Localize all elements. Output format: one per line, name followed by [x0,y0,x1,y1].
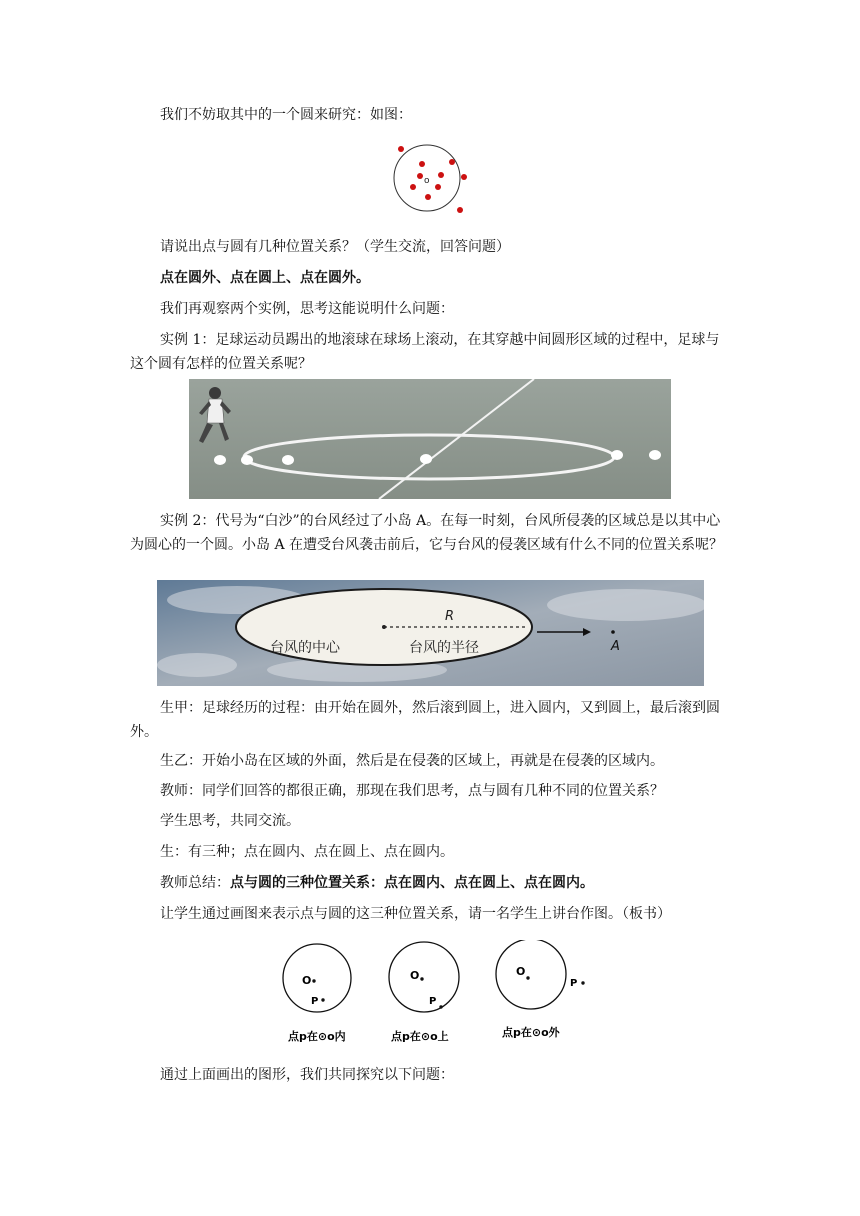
paragraph-summary [130,871,730,895]
paragraph-draw: 让学生通过画图来表示点与圆的这三种位置关系，请一名学生上讲台作图。（板书） [160,906,671,922]
circle-outside [496,940,585,1039]
paragraph-discuss: 学生思考，共同交流。 [160,813,300,829]
paragraph-example2: 实例 2：代号为“白沙”的台风经过了小岛 A。在每一时刻，台风所侵袭的区域总是以其中心为圆心的一个圆。小岛 A 在遭受台风袭击前后，它与台风的侵袭区域有什么不同的位置关系呢？ [130,513,724,553]
soccer-field-figure [189,379,671,499]
svg-text:P: P [311,996,319,1007]
paragraph-student-a: 生甲：足球经历的过程：由开始在圆外，然后滚到圆上，进入圆内，又到圆上，最后滚到圆外。 [130,700,720,740]
paragraph-student-b: 生乙：开始小岛在区域的外面，然后是在侵袭的区域上，再就是在侵袭的区域内。 [160,753,664,769]
red-dots [398,146,467,213]
svg-text:O: O [516,965,526,978]
paragraph-teacher: 教师：同学们回答的都很正确，那现在我们思考，点与圆有几种不同的位置关系？ [160,783,664,799]
caption-on: 点p在⊙o上 [391,1030,449,1043]
summary-bold: 点与圆的三种位置关系：点在圆内、点在圆上、点在圆内。 [230,875,594,891]
summary-prefix: 教师总结： [160,875,230,891]
svg-text:P: P [570,978,578,989]
center-label: o [424,176,430,186]
typhoon-figure [157,580,704,686]
typhoon-center-label: 台风的中心 [270,640,340,656]
paragraph-intro: 我们不妨取其中的一个圆来研究：如图： [160,107,412,123]
field-background [189,379,671,499]
paragraph-answer: 点在圆外、点在圆上、点在圆外。 [160,270,370,286]
paragraph-observe: 我们再观察两个实例，思考这能说明什么问题： [160,301,454,317]
caption-outside: 点p在⊙o外 [502,1026,560,1039]
typhoon-radius-text: 台风的半径 [409,640,479,656]
three-circles-figure [270,940,600,1050]
svg-text:P: P [429,996,437,1007]
svg-text:O: O [410,969,420,982]
circle-inside [283,944,351,1043]
paragraph-question: 请说出点与圆有几种位置关系？（学生交流，回答问题） [160,239,510,255]
caption-inside: 点p在⊙o内 [288,1030,346,1043]
island-label: A [611,639,620,654]
circle-on [389,942,459,1043]
dots-circle-figure [390,140,470,218]
paragraph-example1: 实例 1：足球运动员踢出的地滚球在球场上滚动，在其穿越中间圆形区域的过程中，足球与这个圆有怎样的位置关系呢？ [130,332,720,372]
svg-text:O: O [302,974,312,987]
radius-label: R [445,609,455,624]
paragraph-explore: 通过上面画出的图形，我们共同探究以下问题： [160,1067,454,1083]
paragraph-student: 生：有三种；点在圆内、点在圆上、点在圆内。 [160,844,454,860]
island-point [611,630,615,634]
